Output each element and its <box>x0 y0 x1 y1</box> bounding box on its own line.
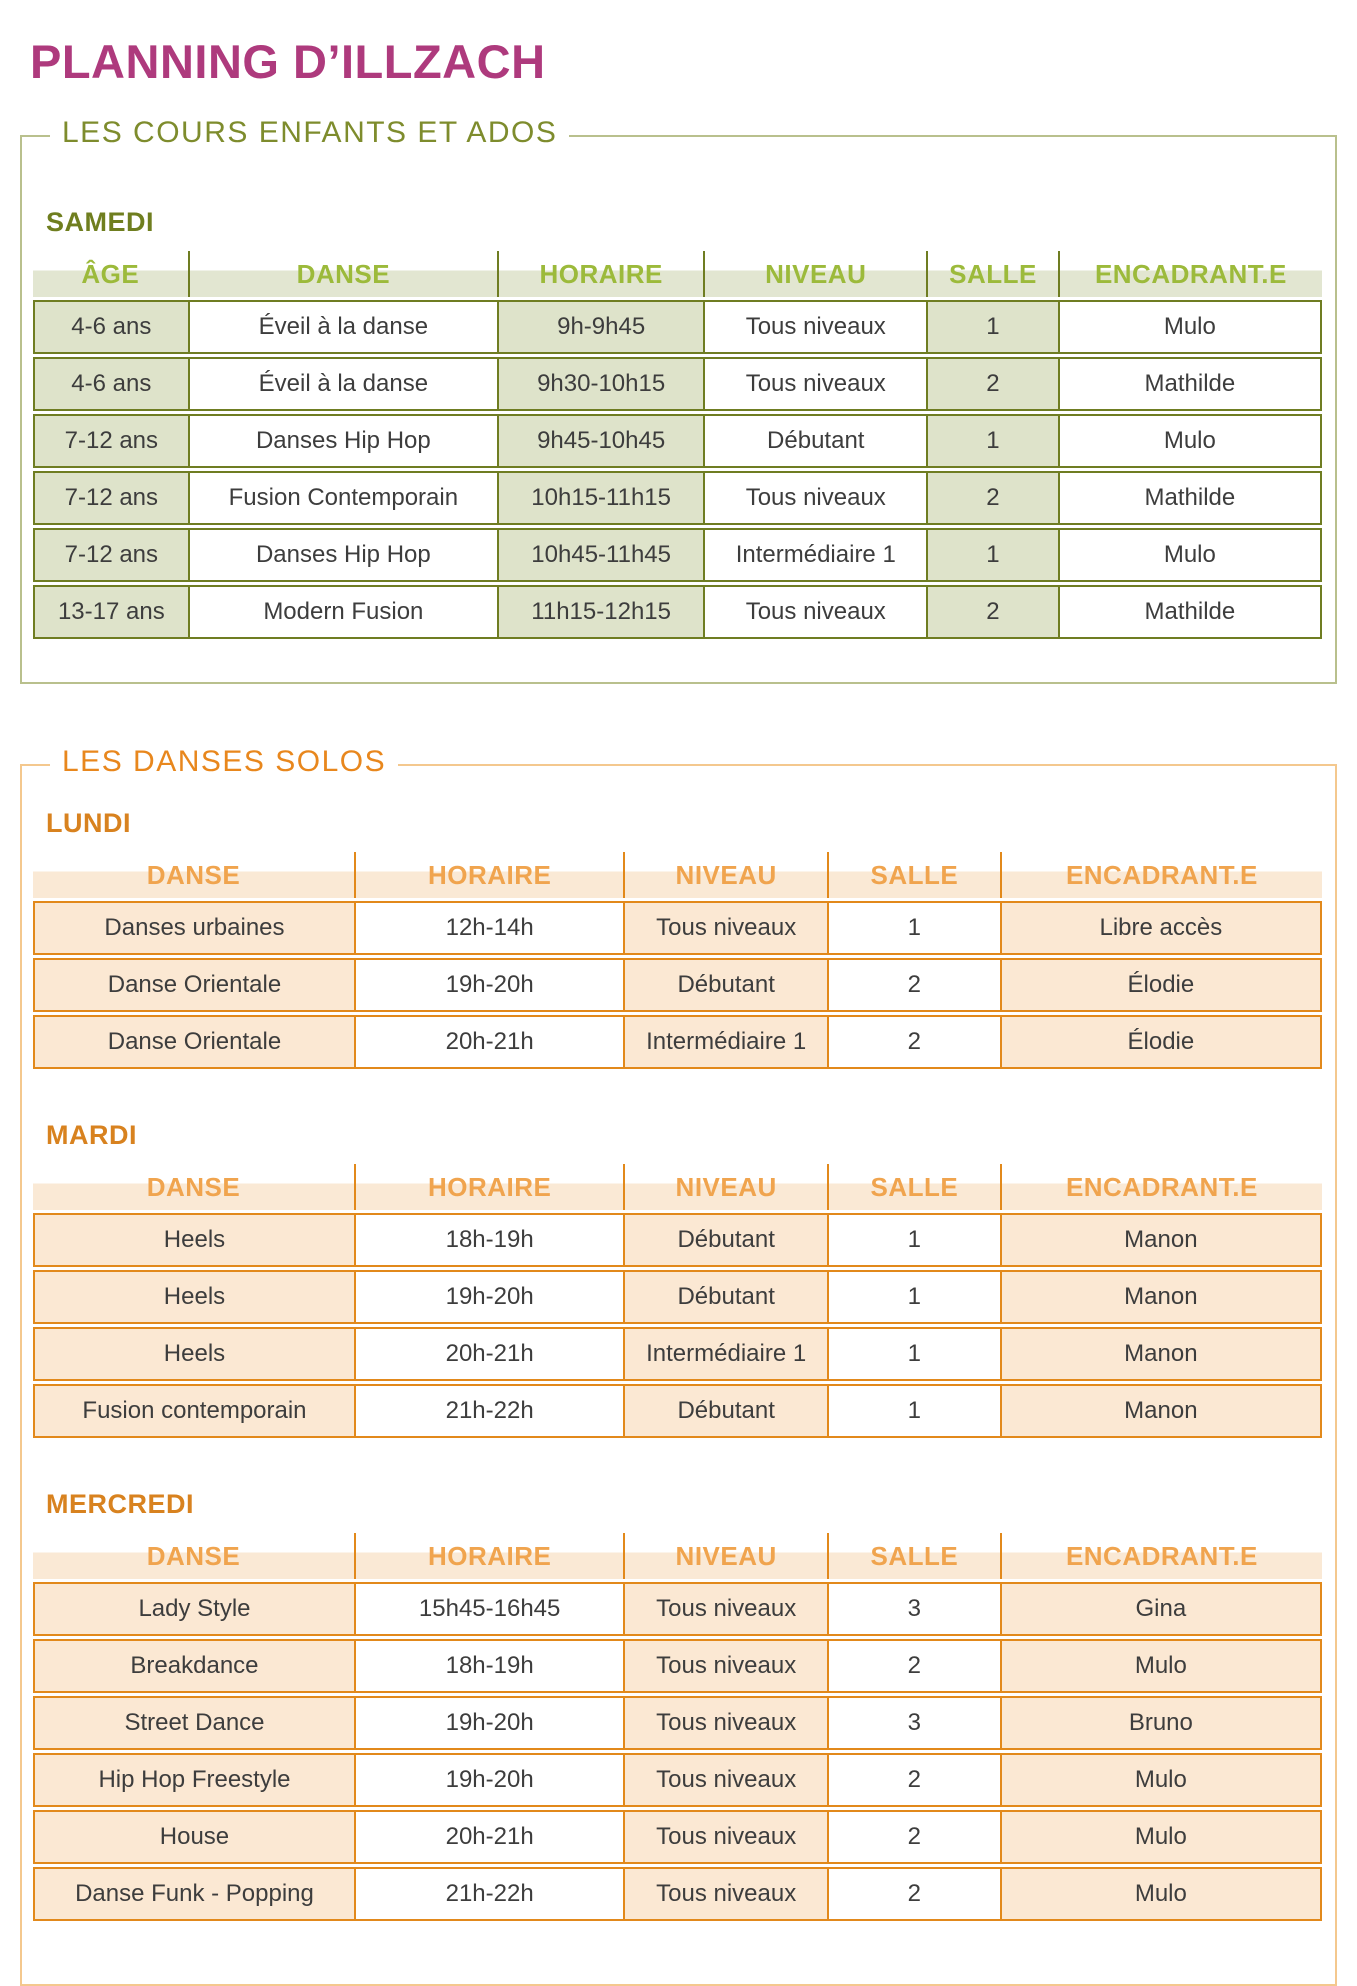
table-cell: 2 <box>827 1753 1000 1807</box>
table-cell: Mathilde <box>1058 471 1322 525</box>
table-cell: Danses Hip Hop <box>188 528 497 582</box>
table-cell: Hip Hop Freestyle <box>33 1753 354 1807</box>
table-row <box>33 300 1322 354</box>
day-heading-lundi: LUNDI <box>46 808 131 838</box>
table-row <box>33 1327 1322 1381</box>
table-cell: Manon <box>1000 1327 1322 1381</box>
table-cell: 20h-21h <box>354 1015 623 1069</box>
column-header-horaire: HORAIRE <box>497 251 703 297</box>
table-cell: Mathilde <box>1058 357 1322 411</box>
table-cell: Street Dance <box>33 1696 354 1750</box>
table-row <box>33 357 1322 411</box>
table-cell: Danse Orientale <box>33 1015 354 1069</box>
header-row <box>33 852 1322 898</box>
table-cell: Mulo <box>1000 1867 1322 1921</box>
table-cell: 18h-19h <box>354 1639 623 1693</box>
column-header-danse: DANSE <box>188 251 497 297</box>
table-cell: 1 <box>926 300 1057 354</box>
table-cell: 7-12 ans <box>33 471 188 525</box>
column-header-encadrant: ENCADRANT.E <box>1000 1164 1322 1210</box>
table-row <box>33 585 1322 639</box>
table-cell: 9h30-10h15 <box>497 357 703 411</box>
table-cell: 21h-22h <box>354 1384 623 1438</box>
table-cell: Danses Hip Hop <box>188 414 497 468</box>
table-cell: Bruno <box>1000 1696 1322 1750</box>
table-cell: 3 <box>827 1582 1000 1636</box>
table-row <box>33 414 1322 468</box>
table-row <box>33 958 1322 1012</box>
table-cell: Mulo <box>1000 1753 1322 1807</box>
table-cell: Lady Style <box>33 1582 354 1636</box>
table-row <box>33 1015 1322 1069</box>
page-title: PLANNING D’ILLZACH <box>30 35 546 88</box>
table-cell: Modern Fusion <box>188 585 497 639</box>
column-header-salle: SALLE <box>926 251 1057 297</box>
table-cell: Tous niveaux <box>623 1867 827 1921</box>
table-cell: Danse Funk - Popping <box>33 1867 354 1921</box>
table-cell: Tous niveaux <box>703 357 926 411</box>
table-row <box>33 1384 1322 1438</box>
column-header-encadrant: ENCADRANT.E <box>1000 852 1322 898</box>
planning-page <box>0 34 1357 1986</box>
column-header-horaire: HORAIRE <box>354 1533 623 1579</box>
header-row <box>33 251 1322 297</box>
table-cell: 2 <box>827 1639 1000 1693</box>
day-block-samedi <box>30 207 1327 642</box>
table-cell: Débutant <box>623 1270 827 1324</box>
table-cell: House <box>33 1810 354 1864</box>
table-cell: 13-17 ans <box>33 585 188 639</box>
table-cell: 3 <box>827 1696 1000 1750</box>
table-cell: 1 <box>926 528 1057 582</box>
column-header-salle: SALLE <box>827 1533 1000 1579</box>
table-cell: 1 <box>827 1384 1000 1438</box>
day-block-mardi <box>30 1120 1327 1441</box>
table-cell: Débutant <box>623 1384 827 1438</box>
table-cell: 4-6 ans <box>33 300 188 354</box>
table-row <box>33 471 1322 525</box>
table-cell: 2 <box>827 1867 1000 1921</box>
table-cell: 19h-20h <box>354 958 623 1012</box>
table-cell: Tous niveaux <box>623 1582 827 1636</box>
table-cell: 21h-22h <box>354 1867 623 1921</box>
column-header-encadrant: ENCADRANT.E <box>1058 251 1322 297</box>
schedule-table-mercredi <box>33 1530 1322 1924</box>
column-header-salle: SALLE <box>827 1164 1000 1210</box>
table-cell: Élodie <box>1000 958 1322 1012</box>
table-cell: 19h-20h <box>354 1696 623 1750</box>
column-header-niveau: NIVEAU <box>623 1164 827 1210</box>
table-cell: Mulo <box>1000 1639 1322 1693</box>
table-cell: Tous niveaux <box>623 1639 827 1693</box>
table-cell: 2 <box>926 471 1057 525</box>
table-cell: 10h15-11h15 <box>497 471 703 525</box>
column-header-niveau: NIVEAU <box>623 852 827 898</box>
column-header-horaire: HORAIRE <box>354 852 623 898</box>
header-row <box>33 1533 1322 1579</box>
table-cell: Gina <box>1000 1582 1322 1636</box>
table-row <box>33 1213 1322 1267</box>
day-heading-mercredi: MERCREDI <box>46 1489 195 1519</box>
table-row <box>33 1639 1322 1693</box>
section-enfants-title: LES COURS ENFANTS ET ADOS <box>50 116 569 150</box>
table-cell: Mulo <box>1058 528 1322 582</box>
table-cell: Danse Orientale <box>33 958 354 1012</box>
table-cell: Débutant <box>623 1213 827 1267</box>
table-cell: Breakdance <box>33 1639 354 1693</box>
table-cell: Tous niveaux <box>703 300 926 354</box>
table-row <box>33 1753 1322 1807</box>
table-cell: Éveil à la danse <box>188 300 497 354</box>
table-cell: Danses urbaines <box>33 901 354 955</box>
table-cell: 4-6 ans <box>33 357 188 411</box>
table-cell: Fusion contemporain <box>33 1384 354 1438</box>
column-header-salle: SALLE <box>827 852 1000 898</box>
table-row <box>33 1810 1322 1864</box>
table-cell: 2 <box>827 958 1000 1012</box>
day-heading-samedi: SAMEDI <box>46 207 155 237</box>
table-cell: Manon <box>1000 1384 1322 1438</box>
table-cell: Tous niveaux <box>623 901 827 955</box>
table-row <box>33 901 1322 955</box>
table-cell: Heels <box>33 1270 354 1324</box>
column-header-danse: DANSE <box>33 1164 354 1210</box>
table-cell: 2 <box>827 1015 1000 1069</box>
table-cell: Intermédiaire 1 <box>623 1327 827 1381</box>
column-header-danse: DANSE <box>33 1533 354 1579</box>
day-block-mercredi <box>30 1489 1327 1924</box>
table-cell: Fusion Contemporain <box>188 471 497 525</box>
schedule-table-mardi <box>33 1161 1322 1441</box>
table-cell: 15h45-16h45 <box>354 1582 623 1636</box>
table-row <box>33 1270 1322 1324</box>
table-cell: Mulo <box>1058 414 1322 468</box>
section-solos <box>20 745 1337 1986</box>
table-cell: Tous niveaux <box>623 1696 827 1750</box>
table-cell: 19h-20h <box>354 1753 623 1807</box>
table-cell: 1 <box>926 414 1057 468</box>
table-cell: Mathilde <box>1058 585 1322 639</box>
table-cell: 1 <box>827 1213 1000 1267</box>
table-cell: 7-12 ans <box>33 528 188 582</box>
table-cell: 1 <box>827 1270 1000 1324</box>
schedule-table-samedi <box>33 248 1322 642</box>
table-row <box>33 1696 1322 1750</box>
table-cell: 10h45-11h45 <box>497 528 703 582</box>
table-cell: Intermédiaire 1 <box>623 1015 827 1069</box>
column-header-encadrant: ENCADRANT.E <box>1000 1533 1322 1579</box>
table-cell: 20h-21h <box>354 1327 623 1381</box>
table-cell: Manon <box>1000 1270 1322 1324</box>
column-header-danse: DANSE <box>33 852 354 898</box>
table-cell: Élodie <box>1000 1015 1322 1069</box>
table-cell: Mulo <box>1000 1810 1322 1864</box>
table-row <box>33 1867 1322 1921</box>
table-cell: 18h-19h <box>354 1213 623 1267</box>
table-cell: 11h15-12h15 <box>497 585 703 639</box>
day-heading-mardi: MARDI <box>46 1120 137 1150</box>
table-cell: 7-12 ans <box>33 414 188 468</box>
table-cell: 19h-20h <box>354 1270 623 1324</box>
table-cell: Tous niveaux <box>623 1753 827 1807</box>
table-cell: Tous niveaux <box>623 1810 827 1864</box>
table-cell: 2 <box>926 357 1057 411</box>
table-cell: 9h45-10h45 <box>497 414 703 468</box>
table-cell: 12h-14h <box>354 901 623 955</box>
table-cell: Tous niveaux <box>703 471 926 525</box>
table-cell: Libre accès <box>1000 901 1322 955</box>
table-cell: Éveil à la danse <box>188 357 497 411</box>
table-cell: 9h-9h45 <box>497 300 703 354</box>
table-cell: 2 <box>926 585 1057 639</box>
table-cell: Intermédiaire 1 <box>703 528 926 582</box>
table-cell: Débutant <box>703 414 926 468</box>
section-solos-title: LES DANSES SOLOS <box>50 745 398 779</box>
table-row <box>33 528 1322 582</box>
table-row <box>33 1582 1322 1636</box>
column-header-niveau: NIVEAU <box>703 251 926 297</box>
table-cell: 20h-21h <box>354 1810 623 1864</box>
table-cell: 1 <box>827 1327 1000 1381</box>
schedule-table-lundi <box>33 849 1322 1072</box>
column-header-age: ÂGE <box>33 251 188 297</box>
table-cell: Heels <box>33 1213 354 1267</box>
day-block-lundi <box>30 808 1327 1072</box>
section-enfants <box>20 116 1337 684</box>
table-cell: 1 <box>827 901 1000 955</box>
column-header-horaire: HORAIRE <box>354 1164 623 1210</box>
table-cell: Tous niveaux <box>703 585 926 639</box>
header-row <box>33 1164 1322 1210</box>
table-cell: 2 <box>827 1810 1000 1864</box>
table-cell: Heels <box>33 1327 354 1381</box>
column-header-niveau: NIVEAU <box>623 1533 827 1579</box>
table-cell: Manon <box>1000 1213 1322 1267</box>
table-cell: Mulo <box>1058 300 1322 354</box>
table-cell: Débutant <box>623 958 827 1012</box>
